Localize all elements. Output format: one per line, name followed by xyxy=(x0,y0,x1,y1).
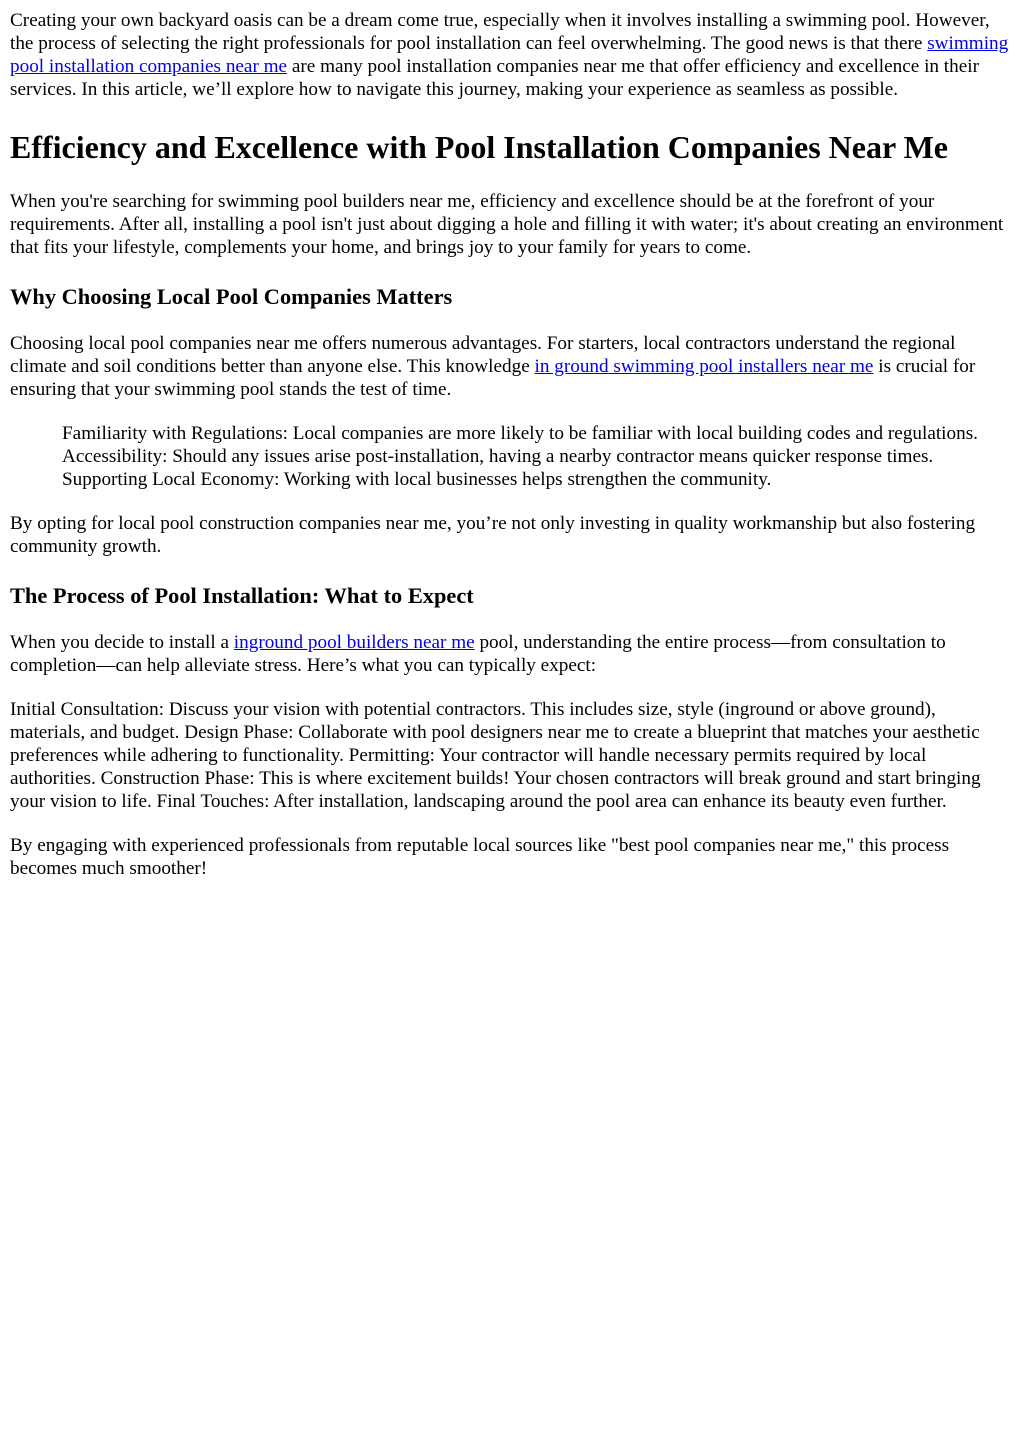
closing-paragraph: By engaging with experienced professionals from reputable local sources like "best pool companies near me," this process becomes much smoother! xyxy=(10,835,950,879)
efficiency-paragraph: When you're searching for swimming pool builders near me, efficiency and excellence should be at the forefront of your requirements. After all, installing a pool isn't just about digging a hole and filling it with water; it's about creating an environment that fits your lifestyle, complements your home, and brings joy to your family for years to come. xyxy=(10,191,1004,258)
process-text-start: When you decide to install a xyxy=(10,632,234,653)
process-heading: The Process of Pool Installation: What to Expect xyxy=(10,583,474,608)
process-intro-paragraph xyxy=(10,631,1014,677)
advantages-blockquote: Familiarity with Regulations: Local companies are more likely to be familiar with local building codes and regulations. Accessibility: Should any issues arise post-installation, having a nearby contractor means quicker response times. Supporting Local Economy: Working with local businesses helps strengthen the community. xyxy=(62,423,978,490)
intro-paragraph xyxy=(10,0,1014,101)
local-companies-text-start: Choosing local pool companies near me offers numerous advantages. For starters, local contractors understand the regional climate and soil conditions better than anyone else. This knowledge xyxy=(10,333,956,377)
intro-text-end: are many pool installation companies near me that offer efficiency and excellence in their services. In this article, we’ll explore how to navigate this journey, making your experience as seamless as possible. xyxy=(10,56,979,100)
process-steps-paragraph: Initial Consultation: Discuss your vision with potential contractors. This includes size, style (inground or above ground), materials, and budget. Design Phase: Collaborate with pool designers near me to create a blueprint that matches your aesthetic preferences while adhering to functionality. Permitting: Your contractor will handle necessary permits required by local authorities. Construction Phase: This is where excitement builds! Your chosen contractors will break ground and start bringing your vision to life. Final Touches: After installation, landscaping around the pool area can enhance its beauty even further. xyxy=(10,699,981,812)
local-companies-heading: Why Choosing Local Pool Companies Matters xyxy=(10,284,453,309)
community-growth-paragraph: By opting for local pool construction companies near me, you’re not only investing in quality workmanship but also fostering community growth. xyxy=(10,513,976,557)
main-heading: Efficiency and Excellence with Pool Installation Companies Near Me xyxy=(10,129,948,165)
link-inground-pool-builders[interactable]: inground pool builders near me xyxy=(233,632,475,653)
link-swimming-pool-installation-companies[interactable]: swimming pool installation companies near me xyxy=(10,33,1009,77)
local-companies-text-end: is crucial for ensuring that your swimming pool stands the test of time. xyxy=(10,356,976,400)
link-in-ground-pool-installers[interactable]: in ground swimming pool installers near me xyxy=(534,356,874,377)
process-text-end: pool, understanding the entire process—from consultation to completion—can help alleviate stress. Here’s what you can typically expect: xyxy=(10,632,946,676)
intro-text-start: Creating your own backyard oasis can be a dream come true, especially when it involves installing a swimming pool. However, the process of selecting the right professionals for pool installation can feel overwhelming. The good news is that there xyxy=(10,10,990,54)
local-companies-paragraph xyxy=(10,332,1014,401)
